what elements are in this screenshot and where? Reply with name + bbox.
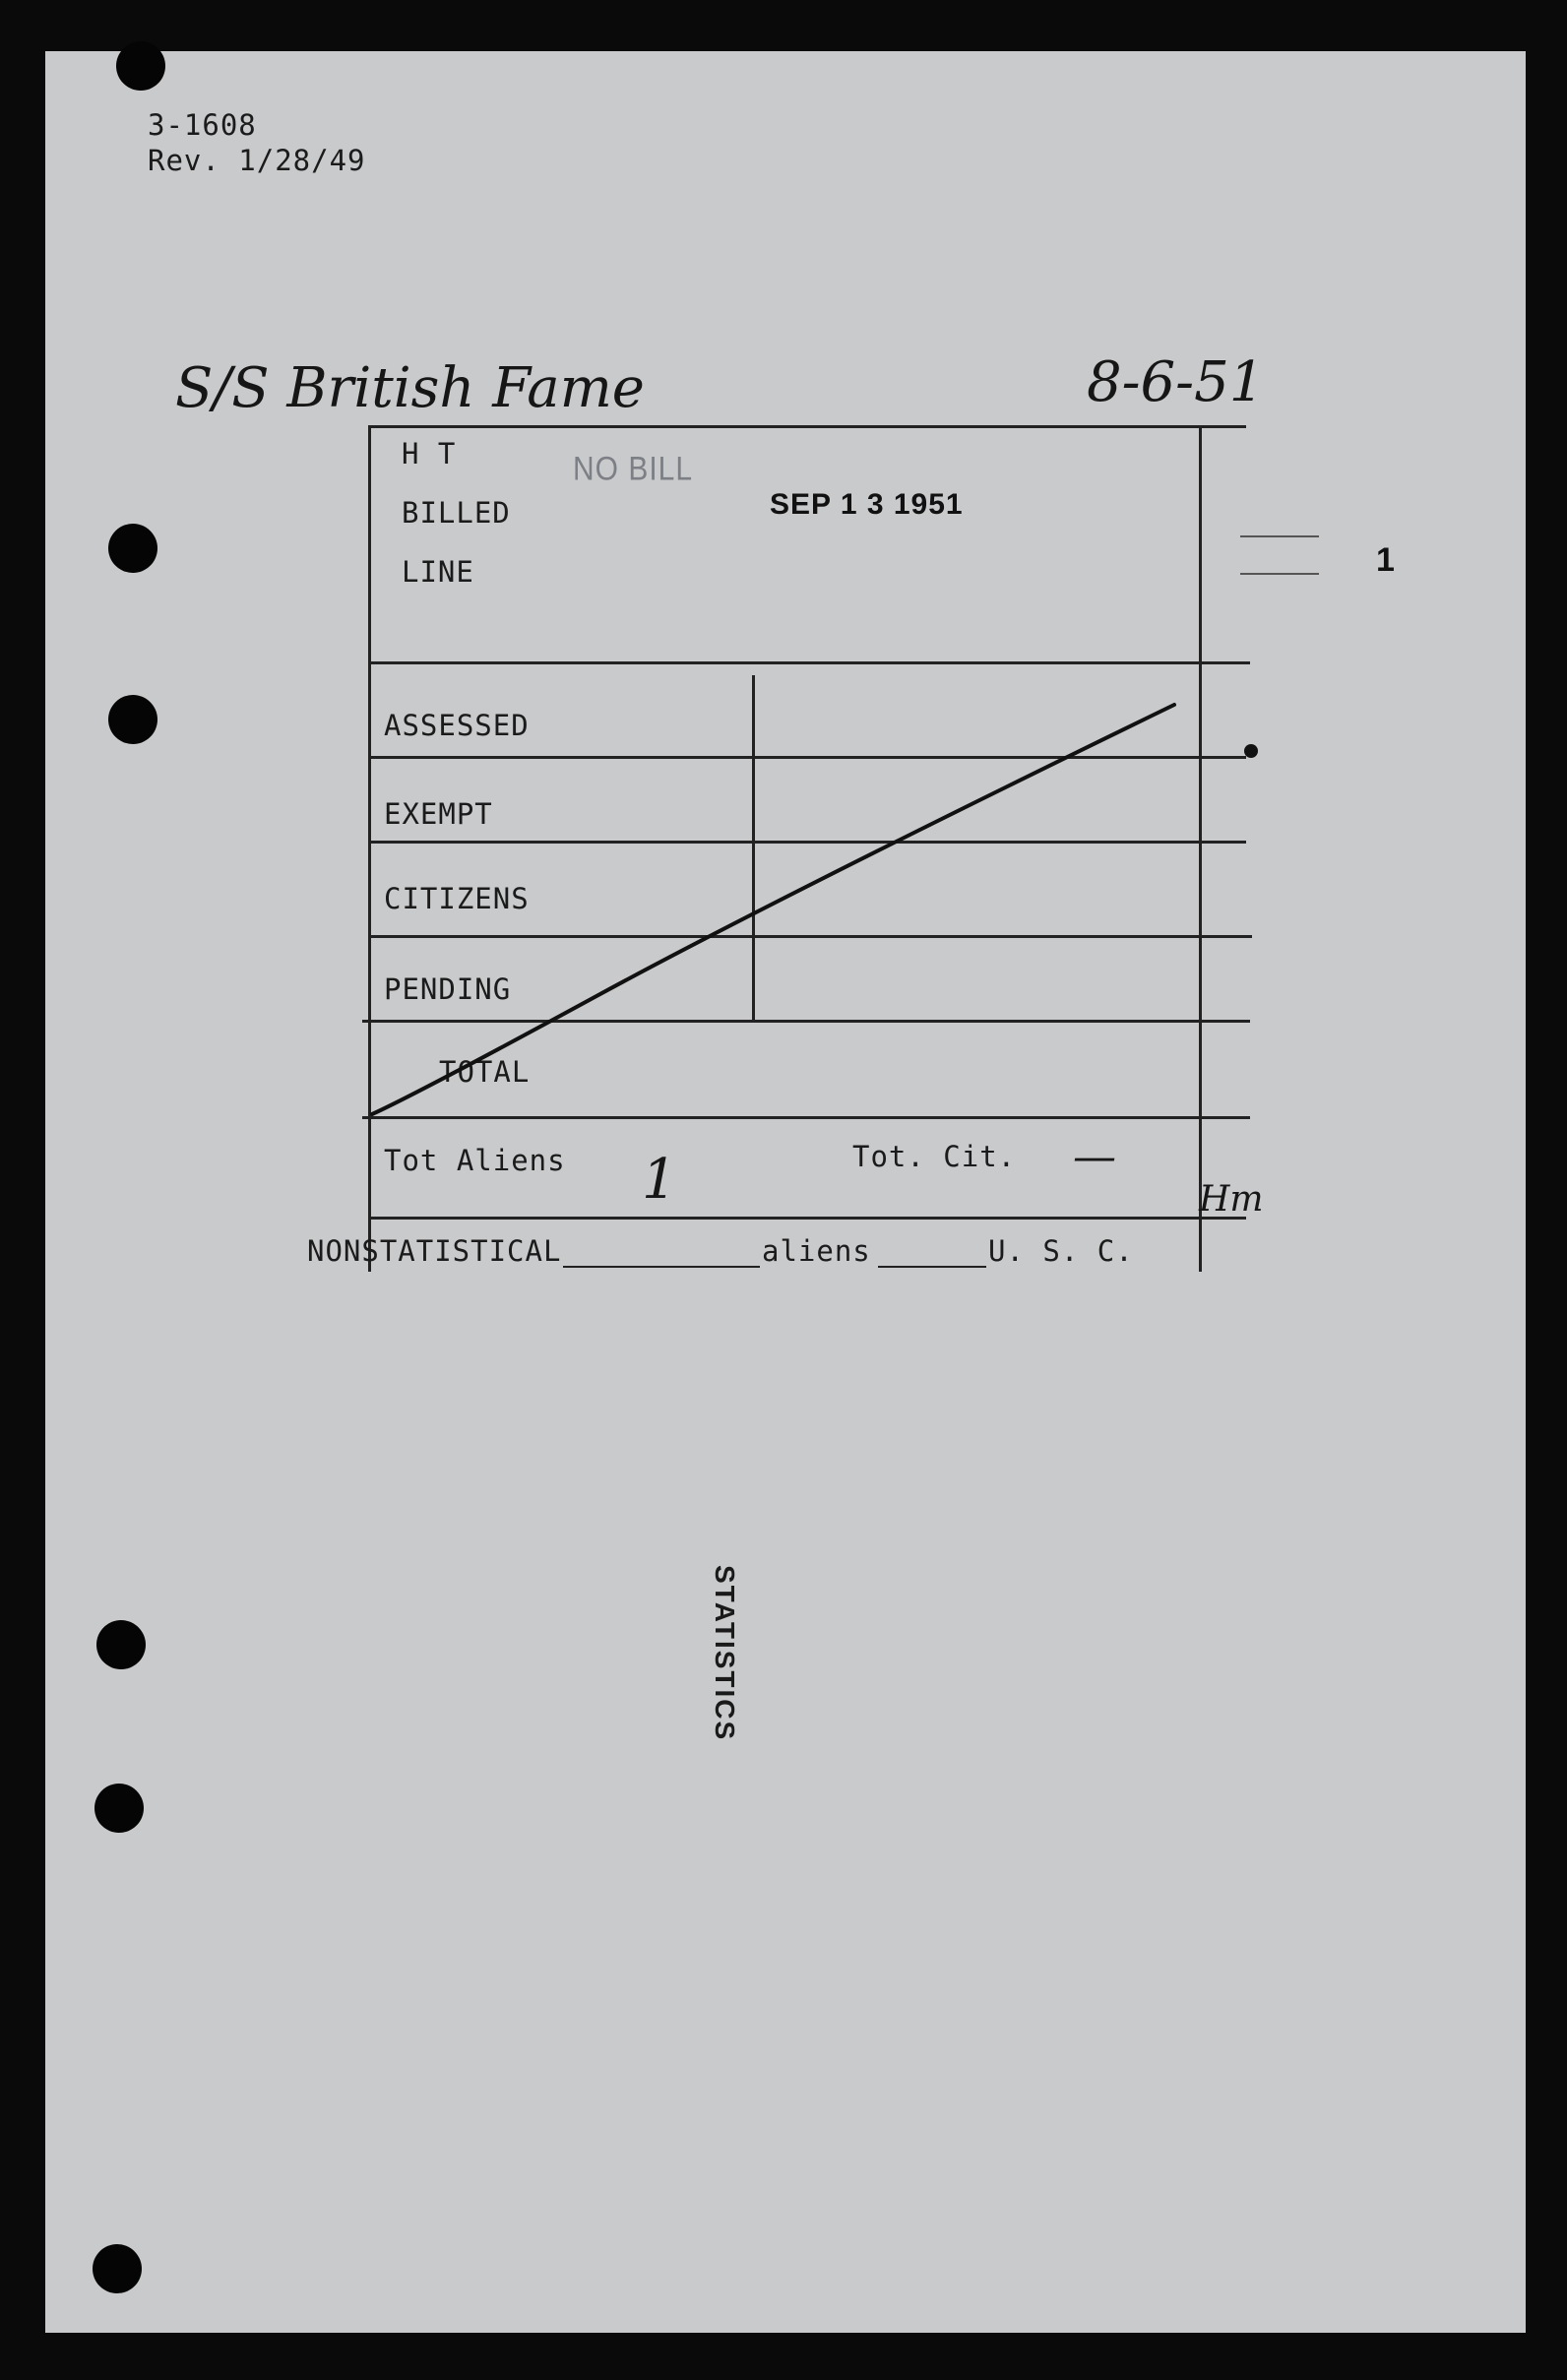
statistics-stamp: STATISTICS	[710, 1565, 740, 1742]
row-label-citizens: CITIZENS	[384, 882, 530, 915]
form-number: 3-1608	[148, 108, 257, 142]
row-label-pending: PENDING	[384, 972, 512, 1006]
row-label-exempt: EXEMPT	[384, 797, 493, 831]
no-bill-stamp: NO BILL	[573, 450, 694, 488]
form-revision: Rev. 1/28/49	[148, 144, 366, 177]
blank-line	[563, 1266, 760, 1268]
label-line: LINE	[402, 555, 474, 589]
punch-hole	[94, 1784, 144, 1833]
diagonal-stroke	[45, 51, 1526, 1331]
initials: Hm	[1199, 1179, 1264, 1220]
total-label: TOTAL	[439, 1055, 531, 1089]
aliens-label: aliens	[762, 1234, 871, 1268]
nonstatistical-label: NONSTATISTICAL	[307, 1234, 562, 1268]
row-label-assessed: ASSESSED	[384, 709, 530, 742]
document-card	[45, 51, 1526, 2333]
punch-hole	[96, 1620, 146, 1669]
tot-cit-label: Tot. Cit.	[852, 1140, 1017, 1173]
date-stamp: SEP 1 3 1951	[770, 488, 964, 521]
margin-number: 1	[1376, 541, 1396, 579]
handwritten-date: 8-6-51	[1087, 350, 1265, 414]
tot-aliens-label: Tot Aliens	[384, 1144, 566, 1177]
tot-cit-value: —	[1073, 1132, 1116, 1182]
label-ht: H T	[402, 437, 457, 470]
tot-aliens-value: 1	[642, 1148, 677, 1212]
blank-line	[878, 1266, 986, 1268]
vessel-name: S/S British Fame	[175, 356, 645, 420]
punch-hole	[93, 2244, 142, 2293]
label-billed: BILLED	[402, 496, 511, 530]
usc-label: U. S. C.	[988, 1234, 1134, 1268]
